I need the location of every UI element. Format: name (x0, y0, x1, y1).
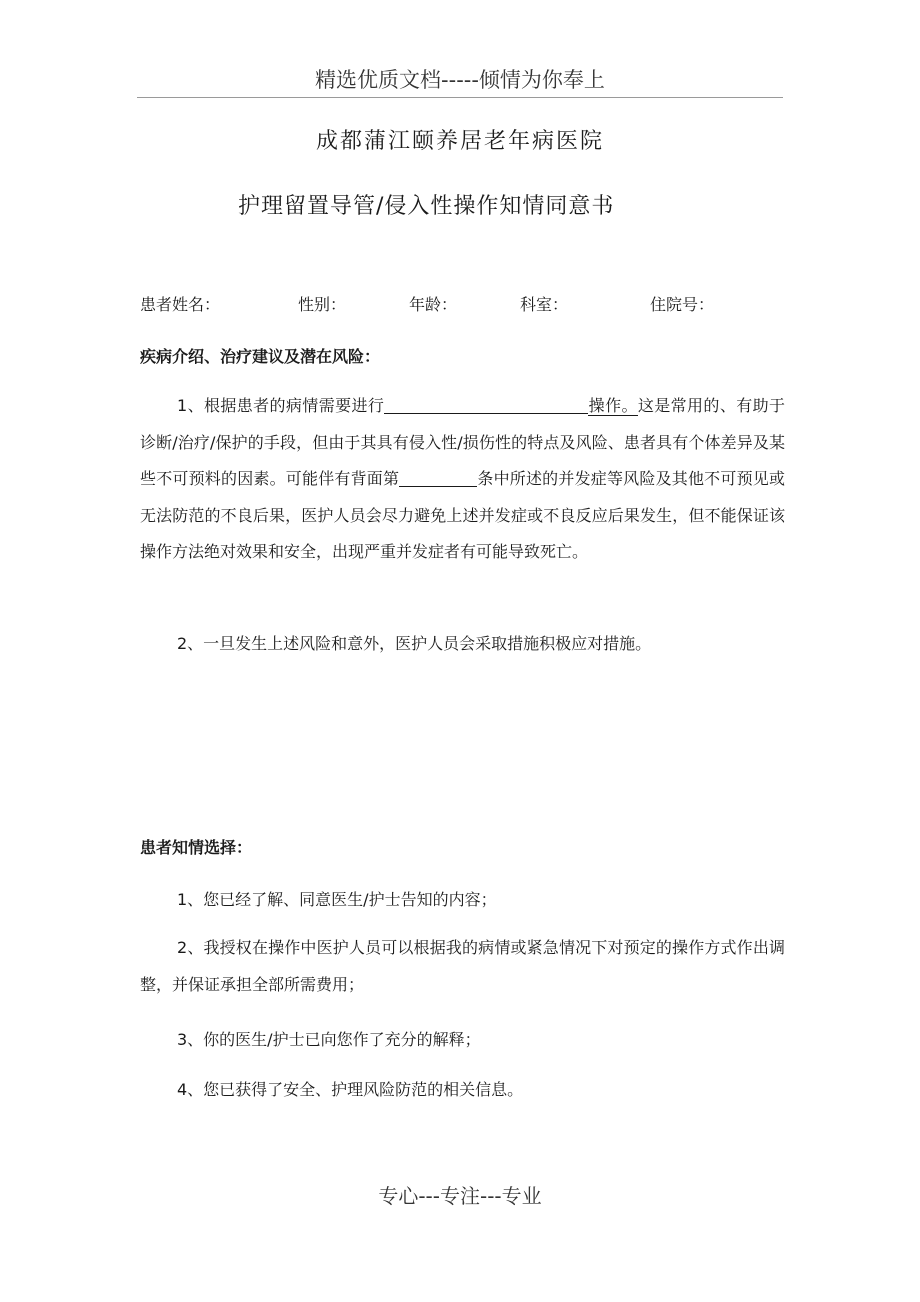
gender-label: 性别： (298, 295, 347, 314)
risk-item-1-middle: 这是常用的、有助于诊断/治疗/保护的手段，但由于其具有侵入性/损伤性的特点及风险、患者具有个体差异及某些不可预料的因素。可能伴有背面第 (140, 396, 785, 488)
risk-item-1-end: 条中所述的并发症等风险及其他不可预见或无法防范的不良后果，医护人员会尽力避免上述并发症或不良反应后果发生，但不能保证该操作方法绝对效果和安全，出现严重并发症者有可能导致死亡。 (140, 469, 785, 561)
risk-item-2: 2、一旦发生上述风险和意外，医护人员会采取措施积极应对措施。 (177, 634, 652, 653)
choice-item-4: 4、您已获得了安全、护理风险防范的相关信息。 (177, 1080, 524, 1099)
patient-name-label: 患者姓名： (140, 295, 221, 314)
admission-number-label: 住院号： (650, 295, 715, 314)
risk-section-heading: 疾病介绍、治疗建议及潜在风险： (140, 347, 381, 366)
operation-suffix: 操作。 (588, 396, 638, 415)
choice-item-3: 3、你的医生/护士已向您作了充分的解释； (177, 1030, 481, 1049)
risk-item-1 (140, 388, 785, 571)
document-title: 护理留置导管/侵入性操作知情同意书 (238, 194, 615, 219)
choice-item-2-text: 2、我授权在操作中医护人员可以根据我的病情或紧急情况下对预定的操作方式作出调整，并保证承担全部所需费用； (140, 938, 785, 994)
hospital-name: 成都蒲江颐养居老年病医院 (315, 129, 604, 154)
operation-name-blank[interactable] (384, 395, 588, 414)
department-label: 科室： (520, 295, 569, 314)
choice-item-1: 1、您已经了解、同意医生/护士告知的内容； (177, 890, 497, 909)
choice-item-2 (140, 930, 785, 1003)
risk-item-1-prefix: 1、根据患者的病情需要进行 (177, 396, 385, 415)
header-divider (137, 97, 783, 98)
choice-section-heading: 患者知情选择： (140, 838, 253, 857)
page-header: 精选优质文档-----倾情为你奉上 (315, 68, 605, 92)
complication-number-blank[interactable] (399, 468, 477, 487)
age-label: 年龄： (409, 295, 458, 314)
page-footer: 专心---专注---专业 (378, 1184, 542, 1208)
